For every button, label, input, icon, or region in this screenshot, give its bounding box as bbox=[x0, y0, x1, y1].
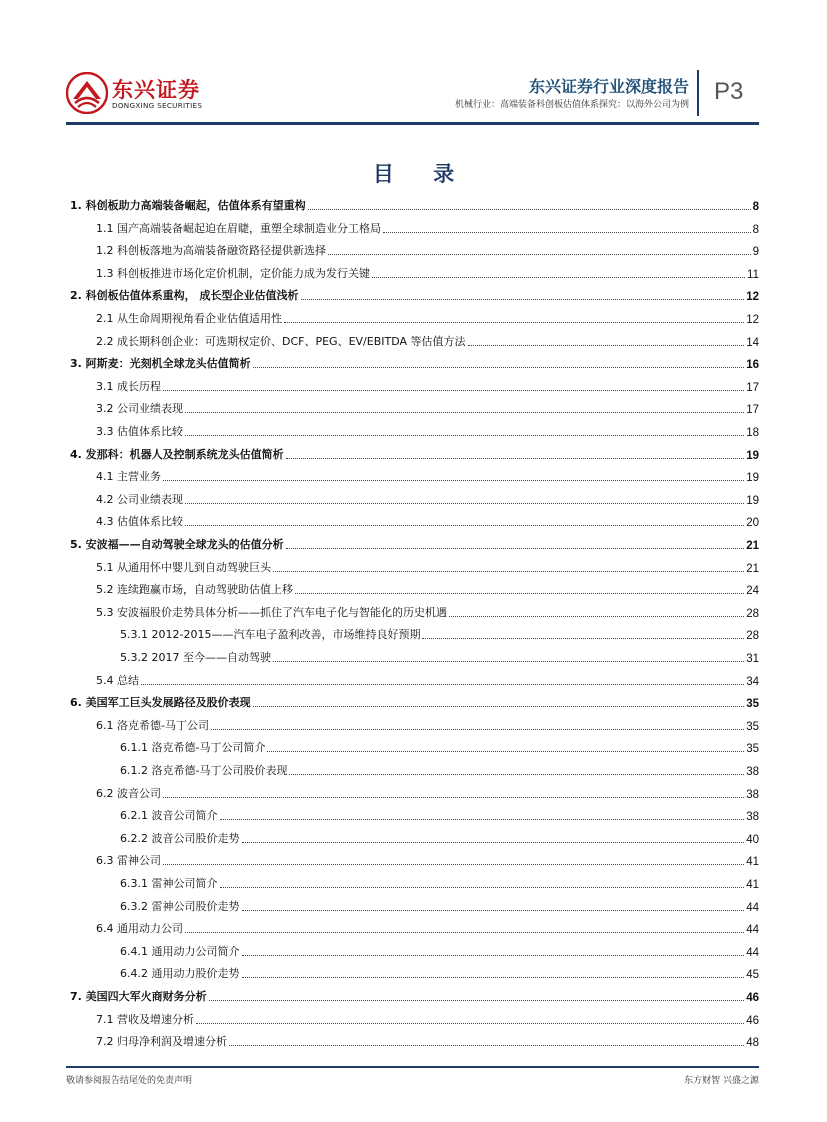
toc-entry[interactable] bbox=[96, 491, 759, 507]
toc-entry-title: 6.4 通用动力公司 bbox=[96, 922, 183, 935]
toc-entry-page: 14 bbox=[746, 337, 759, 349]
toc-entry-title: 6.1.2 洛克希德-马丁公司股价表现 bbox=[120, 764, 288, 777]
toc-entry-page: 19 bbox=[746, 450, 759, 462]
toc-dot-leader bbox=[209, 999, 745, 1001]
toc-dot-leader bbox=[449, 615, 744, 617]
toc-entry-page: 35 bbox=[746, 721, 759, 733]
toc-dot-leader bbox=[185, 411, 744, 413]
toc-entry-page: 21 bbox=[746, 540, 759, 552]
toc-entry-title: 5. 安波福——自动驾驶全球龙头的估值分析 bbox=[70, 538, 284, 551]
toc-entry-page: 48 bbox=[746, 1037, 759, 1049]
toc-entry-title: 3.3 估值体系比较 bbox=[96, 425, 183, 438]
toc-dot-leader bbox=[211, 728, 744, 730]
toc-dot-leader bbox=[220, 886, 745, 888]
toc-entry-title: 6.1 洛克希德-马丁公司 bbox=[96, 719, 209, 732]
toc-dot-leader bbox=[229, 1044, 744, 1046]
toc-entry-title: 5.3.1 2012-2015——汽车电子盈利改善，市场维持良好预期 bbox=[120, 628, 421, 641]
toc-dot-leader bbox=[301, 298, 745, 300]
toc-dot-leader bbox=[422, 637, 744, 639]
toc-entry[interactable] bbox=[120, 830, 759, 846]
toc-dot-leader bbox=[295, 592, 744, 594]
toc-dot-leader bbox=[220, 818, 745, 820]
toc-entry-page: 11 bbox=[747, 269, 759, 281]
toc-entry[interactable] bbox=[96, 785, 759, 801]
toc-entry-title: 6.3.1 雷神公司简介 bbox=[120, 877, 218, 890]
toc-entry-title: 3.1 成长历程 bbox=[96, 380, 161, 393]
toc-entry-page: 8 bbox=[752, 201, 759, 213]
toc-entry-page: 34 bbox=[746, 676, 759, 688]
toc-entry-page: 12 bbox=[746, 291, 759, 303]
toc-entry-page: 46 bbox=[746, 1015, 759, 1027]
toc-heading: 目 录 bbox=[372, 162, 471, 186]
toc-entry-title: 3.2 公司业绩表现 bbox=[96, 402, 183, 415]
toc-dot-leader bbox=[242, 909, 745, 911]
toc-entry[interactable] bbox=[70, 446, 759, 462]
toc-entry-page: 40 bbox=[746, 834, 759, 846]
toc-dot-leader bbox=[286, 457, 745, 459]
toc-entry-title: 1.2 科创板落地为高端装备融资路径提供新选择 bbox=[96, 244, 326, 257]
toc-entry-title: 2.2 成长期科创企业：可选期权定价、DCF、PEG、EV/EBITDA 等估值方法 bbox=[96, 335, 466, 348]
toc-dot-leader bbox=[468, 344, 745, 346]
toc-entry-title: 4. 发那科：机器人及控制系统龙头估值简析 bbox=[70, 448, 284, 461]
toc-dot-leader bbox=[242, 976, 745, 978]
toc-entry-page: 17 bbox=[746, 404, 759, 416]
toc-entry-title: 5.1 从通用怀中婴儿到自动驾驶巨头 bbox=[96, 561, 271, 574]
toc-dot-leader bbox=[163, 479, 744, 481]
toc-dot-leader bbox=[163, 863, 744, 865]
toc-dot-leader bbox=[141, 683, 744, 685]
toc-entry[interactable] bbox=[96, 513, 759, 529]
toc-entry-title: 5.2 连续跑赢市场，自动驾驶助估值上移 bbox=[96, 583, 293, 596]
page-header bbox=[0, 0, 827, 130]
toc-entry-page: 46 bbox=[746, 992, 759, 1004]
toc-entry-page: 44 bbox=[746, 947, 759, 959]
toc-entry[interactable] bbox=[96, 423, 759, 439]
toc-dot-leader bbox=[163, 796, 744, 798]
toc-dot-leader bbox=[242, 841, 745, 843]
toc-entry[interactable] bbox=[96, 333, 759, 349]
toc-dot-leader bbox=[253, 366, 745, 368]
toc-entry[interactable] bbox=[120, 807, 759, 823]
toc-entry-title: 4.2 公司业绩表现 bbox=[96, 493, 183, 506]
toc-entry[interactable] bbox=[120, 649, 759, 665]
toc-entry[interactable] bbox=[70, 988, 759, 1004]
toc-entry-page: 38 bbox=[746, 811, 759, 823]
toc-entry-page: 20 bbox=[746, 517, 759, 529]
toc-entry[interactable] bbox=[120, 965, 759, 981]
toc-entry[interactable] bbox=[96, 220, 759, 236]
footer-slogan: 东方财智 兴盛之源 bbox=[684, 1076, 759, 1086]
toc-entry-title: 4.3 估值体系比较 bbox=[96, 515, 183, 528]
toc-entry-page: 17 bbox=[746, 382, 759, 394]
report-title: 东兴证券行业深度报告 bbox=[528, 77, 689, 96]
toc-entry[interactable] bbox=[70, 536, 759, 552]
toc-entry[interactable] bbox=[120, 739, 759, 755]
footer-rule bbox=[66, 1066, 759, 1068]
toc-entry[interactable] bbox=[96, 604, 759, 620]
toc-dot-leader bbox=[196, 1022, 744, 1024]
logo-name-en: DONGXING SECURITIES bbox=[112, 101, 203, 110]
toc-entry-page: 44 bbox=[746, 924, 759, 936]
toc-entry[interactable] bbox=[96, 1011, 759, 1027]
toc-entry-title: 1.3 科创板推进市场化定价机制，定价能力成为发行关键 bbox=[96, 267, 370, 280]
toc-entry-page: 35 bbox=[746, 743, 759, 755]
header-rule bbox=[66, 122, 759, 125]
toc-entry-page: 41 bbox=[746, 856, 759, 868]
toc-dot-leader bbox=[185, 931, 744, 933]
toc-entry[interactable] bbox=[96, 265, 759, 281]
toc-entry[interactable] bbox=[120, 943, 759, 959]
toc-entry-page: 24 bbox=[746, 585, 759, 597]
toc-entry-title: 1.1 国产高端装备崛起迫在眉睫，重塑全球制造业分工格局 bbox=[96, 222, 381, 235]
toc-entry-page: 45 bbox=[746, 969, 759, 981]
toc-entry[interactable] bbox=[96, 559, 759, 575]
toc-entry-title: 6.3 雷神公司 bbox=[96, 854, 161, 867]
toc-entry[interactable] bbox=[120, 898, 759, 914]
toc-dot-leader bbox=[273, 660, 744, 662]
toc-entry-title: 6. 美国军工巨头发展路径及股价表现 bbox=[70, 696, 251, 709]
toc-entry-title: 6.2.1 波音公司简介 bbox=[120, 809, 218, 822]
logo-name-cn: 东兴证券 bbox=[112, 78, 200, 102]
toc-dot-leader bbox=[383, 231, 751, 233]
toc-entry-title: 6.2.2 波音公司股价走势 bbox=[120, 832, 240, 845]
toc-entry-page: 35 bbox=[746, 698, 759, 710]
toc-entry-page: 31 bbox=[746, 653, 759, 665]
toc-entry-page: 28 bbox=[746, 630, 759, 642]
toc-entry[interactable] bbox=[70, 694, 759, 710]
toc-entry[interactable] bbox=[96, 400, 759, 416]
toc-entry-page: 8 bbox=[752, 224, 759, 236]
toc-entry-page: 19 bbox=[746, 495, 759, 507]
toc-entry-title: 5.3.2 2017 至今——自动驾驶 bbox=[120, 651, 271, 664]
toc-dot-leader bbox=[163, 389, 744, 391]
page-number: P3 bbox=[714, 78, 744, 105]
toc-entry-page: 16 bbox=[746, 359, 759, 371]
toc-entry-page: 9 bbox=[752, 246, 759, 258]
toc-dot-leader bbox=[253, 705, 745, 707]
toc-entry-page: 38 bbox=[746, 766, 759, 778]
toc-dot-leader bbox=[185, 524, 744, 526]
toc-entry[interactable] bbox=[96, 242, 759, 258]
toc-dot-leader bbox=[267, 750, 744, 752]
toc-entry[interactable] bbox=[96, 310, 759, 326]
toc-entry-title: 5.4 总结 bbox=[96, 674, 139, 687]
toc-entry-title: 7.2 归母净利润及增速分析 bbox=[96, 1035, 227, 1048]
toc-entry-page: 12 bbox=[746, 314, 759, 326]
toc-dot-leader bbox=[286, 547, 745, 549]
toc-entry-title: 6.4.2 通用动力股价走势 bbox=[120, 967, 240, 980]
toc-entry[interactable] bbox=[96, 852, 759, 868]
company-logo bbox=[66, 72, 206, 118]
toc-dot-leader bbox=[185, 434, 744, 436]
toc-entry-title: 5.3 安波福股价走势具体分析——抓住了汽车电子化与智能化的历史机遇 bbox=[96, 606, 447, 619]
toc-entry[interactable] bbox=[120, 762, 759, 778]
toc-entry-title: 7.1 营收及增速分析 bbox=[96, 1013, 194, 1026]
toc-entry[interactable] bbox=[96, 468, 759, 484]
toc-entry-page: 38 bbox=[746, 789, 759, 801]
toc-entry-page: 21 bbox=[746, 563, 759, 575]
toc-entry-title: 6.2 波音公司 bbox=[96, 787, 161, 800]
toc-entry-page: 28 bbox=[746, 608, 759, 620]
toc-entry-title: 4.1 主营业务 bbox=[96, 470, 161, 483]
toc-entry-title: 6.3.2 雷神公司股价走势 bbox=[120, 900, 240, 913]
toc-dot-leader bbox=[372, 276, 745, 278]
toc-entry-title: 6.1.1 洛克希德-马丁公司简介 bbox=[120, 741, 266, 754]
toc-dot-leader bbox=[273, 570, 744, 572]
toc-entry-page: 41 bbox=[746, 879, 759, 891]
toc-entry[interactable] bbox=[96, 378, 759, 394]
toc-dot-leader bbox=[284, 321, 744, 323]
toc-entry[interactable] bbox=[70, 287, 759, 303]
toc-entry-title: 2.1 从生命周期视角看企业估值适用性 bbox=[96, 312, 282, 325]
header-divider bbox=[697, 70, 699, 116]
toc-entry[interactable] bbox=[96, 717, 759, 733]
toc-entry-title: 2. 科创板估值体系重构， 成长型企业估值浅析 bbox=[70, 289, 299, 302]
toc-dot-leader bbox=[328, 253, 751, 255]
toc-entry[interactable] bbox=[120, 626, 759, 642]
toc-dot-leader bbox=[308, 208, 751, 210]
toc-entry-title: 7. 美国四大军火商财务分析 bbox=[70, 990, 207, 1003]
toc-entry-title: 6.4.1 通用动力公司简介 bbox=[120, 945, 240, 958]
toc-entry-page: 44 bbox=[746, 902, 759, 914]
toc-entry-page: 19 bbox=[746, 472, 759, 484]
toc-dot-leader bbox=[289, 773, 744, 775]
toc-entry[interactable] bbox=[96, 581, 759, 597]
footer-disclaimer: 敬请参阅报告结尾处的免责声明 bbox=[66, 1076, 193, 1086]
toc-entry[interactable] bbox=[96, 1033, 759, 1049]
toc-dot-leader bbox=[185, 502, 744, 504]
toc-entry[interactable] bbox=[96, 672, 759, 688]
toc-entry-page: 18 bbox=[746, 427, 759, 439]
logo-emblem-icon bbox=[66, 72, 108, 114]
report-subtitle: 机械行业：高端装备科创板估值体系探究：以海外公司为例 bbox=[454, 100, 689, 110]
toc-entry-title: 1. 科创板助力高端装备崛起，估值体系有望重构 bbox=[70, 199, 306, 212]
toc-entry-title: 3. 阿斯麦：光刻机全球龙头估值简析 bbox=[70, 357, 251, 370]
toc-entry[interactable] bbox=[96, 920, 759, 936]
toc-entry[interactable] bbox=[120, 875, 759, 891]
toc-entry[interactable] bbox=[70, 355, 759, 371]
toc-entry[interactable] bbox=[70, 197, 759, 213]
toc-dot-leader bbox=[242, 954, 745, 956]
